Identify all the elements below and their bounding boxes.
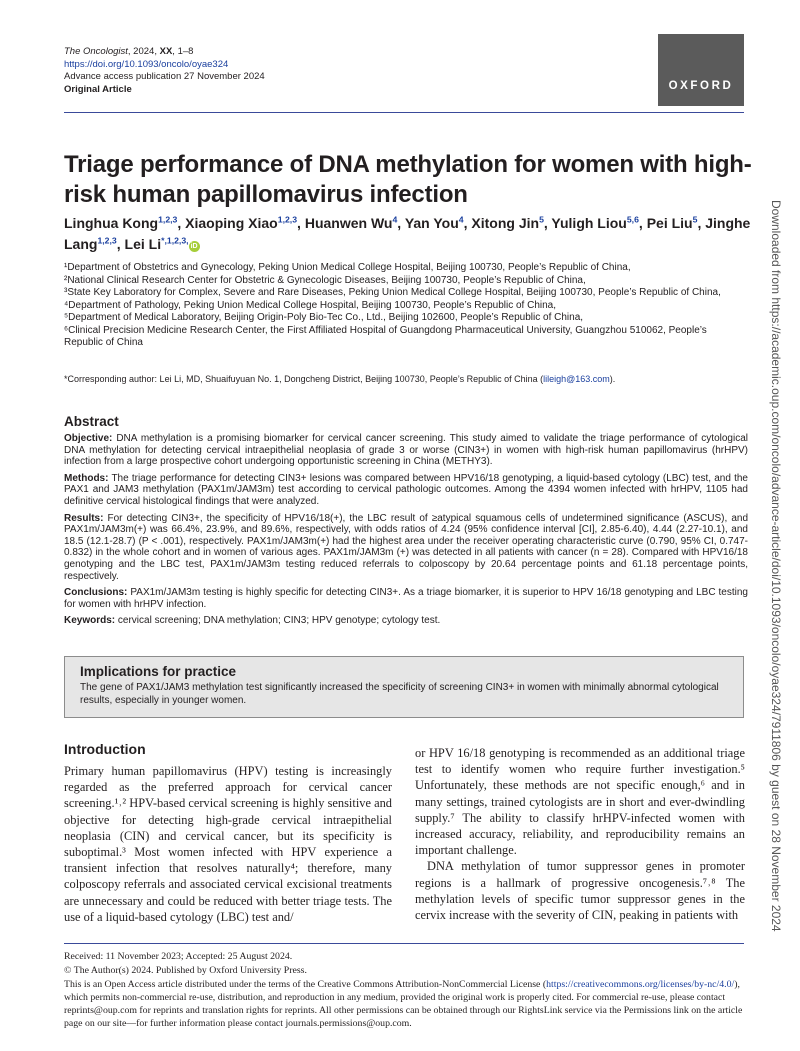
author-affiliation-marks: 5 — [539, 214, 544, 225]
affiliation-item: ³State Key Laboratory for Complex, Severe and Rare Diseases, Peking Union Medical College Hospital, Beijing 100730, People’s Republic of China, — [64, 287, 721, 298]
affiliations — [64, 262, 748, 350]
introduction-heading: Introduction — [64, 741, 146, 757]
intro-paragraph-3: DNA methylation of tumor suppressor genes in promoter regions is a hallmark of progressive oncogenesis.⁷˒⁸ The methylation levels of specific tumor suppressor genes in the cervix increase with the severity of CIN, peaking in patients with — [415, 859, 745, 923]
author-affiliation-marks: 5 — [692, 214, 698, 225]
orcid-icon[interactable]: iD — [190, 243, 198, 250]
author-affiliation-marks: 1,2,3 — [97, 235, 117, 246]
download-watermark: Downloaded from https://academic.oup.com/oncolo/advance-article/doi/10.1093/oncolo/oyae324/7911806 by guest on 28 November 2024 — [769, 200, 783, 932]
article-type: Original Article — [64, 83, 132, 95]
footer-notes — [64, 950, 748, 1031]
author-affiliation-marks: 1,2,3 — [277, 214, 298, 225]
abstract-section — [64, 413, 748, 632]
email-link[interactable]: lileigh@163.com — [543, 374, 610, 384]
received-dates: Received: 11 November 2023; Accepted: 25 August 2024. — [64, 951, 293, 962]
implications-box — [64, 656, 744, 718]
abstract-results: Results: For detecting CIN3+, the specificity of HPV16/18(+), the LBC result of ≥atypical squamous cells of undetermined significance (ASCUS), and PAX1m/JAM3m(+) was 66.4%, 23.9%, and 89.6%, respectively, with odds ratios of 4.24 (95% confidence interval [CI], 2.85-6.40), 4.44 (2.27-10.1), and 18.5 (12.1-28.7) (P < .001), respectively. PAX1m/JAM3m(+) had the highest area under the receiver operating characteristic curve (0.790, 95% CI, 0.747-0.832) in the whole cohort and in women of various ages. PAX1m/JAM3m (+) was detected in all patients with cancer (n = 28). Compared with HPV16/18 genotyping and the LBC test, PAX1m/JAM3m testing reduced referrals to colposcopy by 20.64 percentage points and 61.18 percentage points, respectively. — [64, 512, 748, 582]
abstract-heading: Abstract — [64, 414, 119, 429]
abstract-conclusions: Conclusions: PAX1m/JAM3m testing is highly specific for detecting CIN3+. As a triage biomarker, it is superior to HPV 16/18 genotyping and LBC testing for women with hrHPV infection. — [64, 587, 748, 610]
author-list: Linghua Kong$^{1,2,3}$, Xiaoping Xiao$^{1,2,3}$, Huanwen Wu$^4$, Yan You$^4$, Xitong Jin$^5$, Yuligh Liou$^{5,6}$, Pei Liu$^5$, Jinghe Lang$^{1,2,3}$, Lei $Li^{*,1,2,3,}iD$ — [64, 214, 751, 252]
corresponding-author: *Corresponding author: Lei Li, MD, Shuaifuyuan No. 1, Dongcheng District, Beijing 100730, People’s Republic of China (lileigh@163.com). — [64, 374, 616, 384]
oxford-logo[interactable]: OXFORD — [658, 34, 744, 106]
abstract-objective: Objective: DNA methylation is a promising biomarker for cervical cancer screening. This study aimed to validate the triage performance of cytological DNA methylation for detecting cervical intraepithelial neoplasia of grade 3 or worse (CIN3+) in women with high-risk human papillomavirus (hrHPV) infection from a large prospective cohort undergoing opportunistic screening in China (METHY3). — [64, 433, 748, 468]
abstract-methods: Methods: The triage performance for detecting CIN3+ lesions was compared between HPV16/18 genotyping, a liquid-based cytology (LBC) test, and the PAX1 and JAM3 methylation (PAX1m/JAM3m) test according to cervical pathologic outcomes. Among the 4394 women infected with hrHPV, 1105 had definitive cervical histological findings that were analyzed. — [64, 472, 748, 507]
affiliation-item: ⁵Department of Medical Laboratory, Beijing Origin-Poly Bio-Tec Co., Ltd., Beijing 102600, People’s Republic of China, — [64, 312, 584, 323]
affiliation-item: ²National Clinical Research Center for Obstetric & Gynecologic Diseases, Beijing 100730, People’s Republic of China, — [64, 274, 586, 286]
copyright: © The Author(s) 2024. Published by Oxford University Press. — [64, 965, 307, 976]
author-name: Yan You$^4$ — [404, 214, 464, 231]
author-name: Xitong Jin$^5$ — [471, 214, 544, 231]
author-name: Yuligh Liou$^{5,6}$ — [551, 214, 639, 231]
author-affiliation-marks: 1,2,3 — [158, 214, 178, 225]
keywords: Keywords: cervical screening; DNA methylation; CIN3; HPV genotype; cytology test. — [64, 615, 441, 627]
affiliation-item: ¹Department of Obstetrics and Gynecology, Peking Union Medical College Hospital, Beijing 100730, People’s Republic of China, — [64, 262, 631, 273]
doi-link[interactable]: https://doi.org/10.1093/oncolo/oyae324 — [64, 58, 229, 70]
implications-text: The gene of PAX1/JAM3 methylation test significantly increased the specificity of screening CIN3+ in women with minimally abnormal cytological results, especially in younger women. — [80, 682, 719, 706]
body-column-right — [415, 745, 745, 923]
author-affiliation-marks: 4 — [392, 214, 398, 225]
author-affiliation-marks: *,1,2,3, — [161, 235, 189, 246]
advance-access: Advance access publication 27 November 2024 — [64, 71, 265, 82]
body-column-left — [64, 740, 392, 925]
author-name: Xiaoping Xiao$^{1,2,3}$ — [185, 214, 298, 231]
author-affiliation-marks: 5,6 — [626, 214, 639, 225]
author-name: Linghua Kong$^{1,2,3}$ — [64, 214, 178, 231]
citation-line: The Oncologist, 2024, XX, 1–8 — [64, 46, 194, 57]
author-affiliation-marks: 4 — [458, 214, 464, 225]
volume: XX — [159, 46, 173, 57]
license-link[interactable]: https://creativecommons.org/licenses/by-nc/4.0/ — [546, 979, 735, 990]
author-name: Jinghe Lang$^{1,2,3}$ — [64, 215, 751, 252]
article-title: Triage performance of DNA methylation for women with high-risk human papillomavirus infection — [64, 151, 752, 208]
license-notice: This is an Open Access article distributed under the terms of the Creative Commons Attribution-NonCommercial License (https://creativecommons.org/licenses/by-nc/4.0/), which permits non-commercial re-use, distribution, and reproduction in any medium, provided the original work is properly cited. For commercial re-use, please contact reprints@oup.com for reprints and translation rights for reprints. All other permissions can be obtained through our RightsLink service via the Permissions link on the article page on our site—for further information please contact journals.permissions@oup.com. — [64, 979, 743, 1029]
author-name: Pei Liu$^5$ — [646, 214, 698, 231]
author-name: Huanwen Wu$^4$ — [304, 214, 398, 231]
header-divider — [64, 112, 744, 113]
footer-divider — [64, 943, 744, 944]
intro-paragraph-2: or HPV 16/18 genotyping is recommended as an additional triage test to identify women who require further investigation.⁵ Unfortunately, these methods are not specific enough,⁶ and in many settings, trained cytologists are in short and ever-dwindling supply.⁷ The ability to classify hrHPV-infected women with increased accuracy, reliability, and reproducibility remains an important challenge. — [415, 746, 745, 858]
affiliation-item: ⁴Department of Pathology, Peking Union Medical College Hospital, Beijing 100730, People’s Republic of China, — [64, 299, 556, 311]
author-name: Lei $Li^{*,1,2,3,}$ — [124, 235, 189, 252]
implications-heading: Implications for practice — [80, 664, 237, 679]
affiliation-item: ⁶Clinical Precision Medicine Research Center, the First Affiliated Hospital of Guangdong Pharmaceutical University, Guangzhou 510062, People’s Republic of China — [64, 324, 707, 348]
journal-header — [64, 46, 265, 96]
intro-paragraph-1: Primary human papillomavirus (HPV) testing is increasingly regarded as the preferred approach for cervical cancer screening.¹˒² HPV-based cervical screening is highly sensitive and objective for detecting high-grade cervical intraepithelial neoplasia (CIN) and cervical cancer, but its specificity is suboptimal.³ Most women infected with HPV experience a transient infection that resolves naturally⁴; therefore, many colposcopy referrals and associated cervical excisional treatments are unnecessary and could be reduced with better triage tests. The use of a liquid-based cytology (LBC) test and/ — [64, 764, 392, 924]
journal-name: The Oncologist — [64, 46, 128, 57]
